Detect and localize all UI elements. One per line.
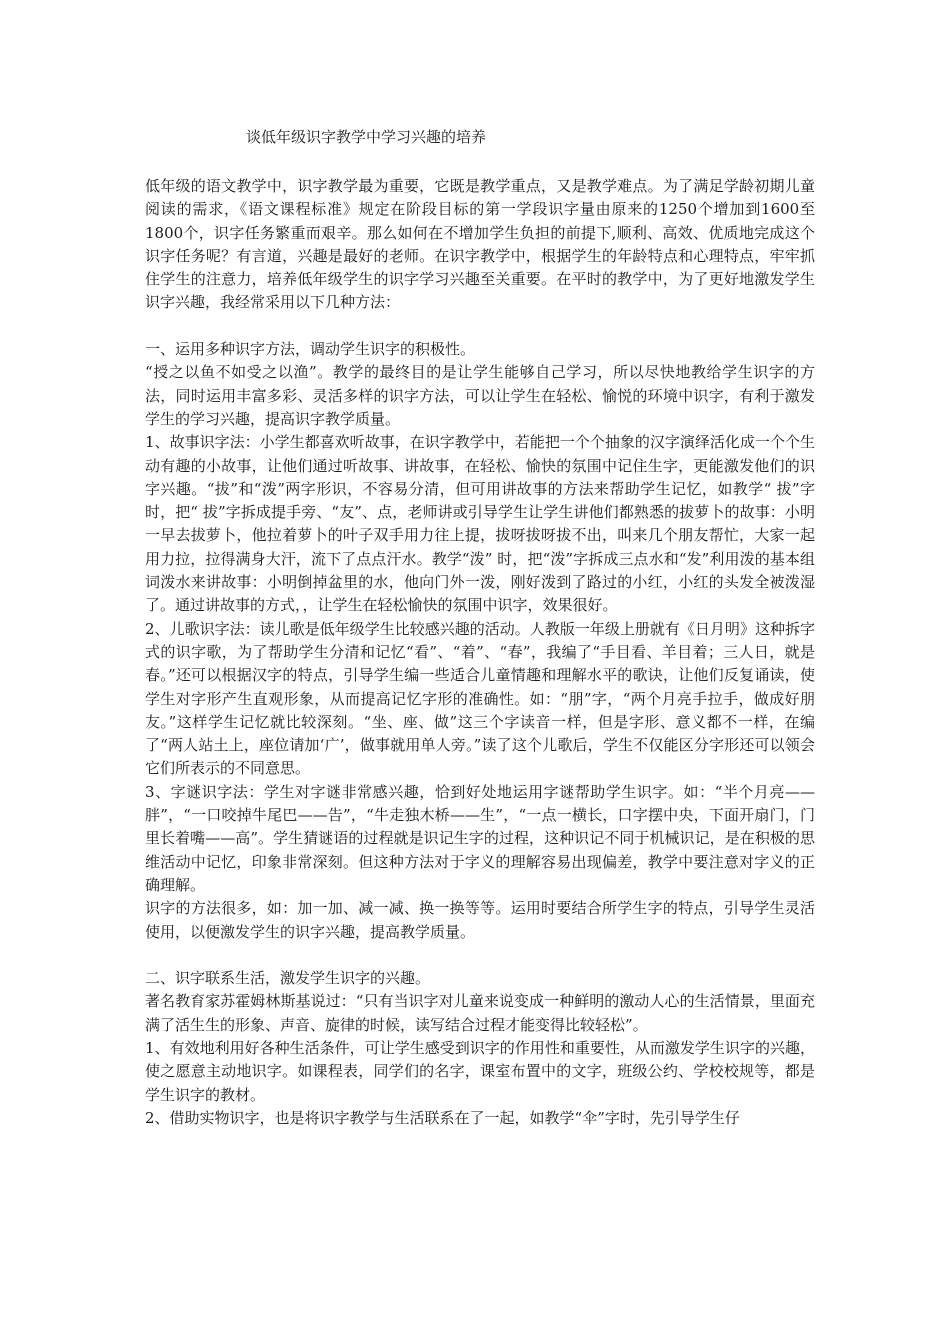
section2-heading: 二、识字联系生活，激发学生识字的兴趣。 <box>145 969 431 988</box>
section2-lead: 著名教育家苏霍姆林斯基说过：“只有当识字对儿童来说变成一种鲜明的激动人心的生活情景，里面充满了活生生的形象、声音、旋律的时候，读写结合过程才能变得比较轻松”。 <box>145 992 815 1034</box>
section1-heading: 一、运用多种识字方法，调动学生识字的积极性。 <box>145 340 476 359</box>
paragraph-gap <box>145 944 815 967</box>
section1-lead: “授之以鱼不如受之以渔”。教学的最终目的是让学生能够自己学习，所以尽快地教给学生识字的方法，同时运用丰富多彩、灵活多样的识字方法，可以让学生在轻松、愉悦的环境中识字，有利于激发学生的学习兴趣，提高识字教学质量。 <box>145 363 815 428</box>
section2-life-conditions: 1、有效地利用好各种生活条件，可让学生感受到识字的作用性和重要性，从而激发学生识字的兴趣，使之愿意主动地识字。如课程表，同学们的名字，课室布置中的文字，班级公约、学校校规等，都是学生识字的教材。 <box>145 1038 815 1104</box>
intro-paragraph: 低年级的语文教学中，识字教学最为重要，它既是教学重点，又是教学难点。为了满足学龄初期儿童阅读的需求，《语文课程标准》规定在阶段目标的第一学段识字量由原来的1250个增加到1600至1800个，识字任务繁重而艰辛。那么如何在不增加学生负担的前提下,顺利、高效、优质地完成这个识字任务呢？有言道，兴趣是最好的老师。在识字教学中，根据学生的年龄特点和心理特点，牢牢抓住学生的注意力，培养低年级学生的识字学习兴趣至关重要。在平时的教学中，为了更好地激发学生识字兴趣，我经常采用以下几种方法： <box>145 177 815 312</box>
document-title: 谈低年级识字教学中学习兴趣的培养 <box>246 128 487 146</box>
section2-object-literacy: 2、借助实物识字，也是将识字教学与生活联系在了一起，如教学“伞”字时，先引导学生仔 <box>145 1108 740 1127</box>
paragraph-gap <box>145 315 815 338</box>
section1-summary: 识字的方法很多，如：加一加、减一减、换一换等等。运用时要结合所学生字的特点，引导学生灵活使用，以便激发学生的识字兴趣，提高教学质量。 <box>145 899 815 941</box>
section1-story-method: 1、故事识字法：小学生都喜欢听故事，在识字教学中，若能把一个个抽象的汉字演绎活化成一个个生动有趣的小故事，让他们通过听故事、讲故事，在轻松、愉快的氛围中记住生字，更能激发他们的识字兴趣。“拔”和“泼”两字形识，不容易分清，但可用讲故事的方法来帮助学生记忆，如教学“ 拔”字时，把“ 拔”字拆成提手旁、“友”、点，老师讲或引导学生让学生讲他们都熟悉的拔萝卜的故事：小明一早去拔萝卜，他拉着萝卜的叶子双手用力往上提，拔呀拔呀拔不出，叫来几个朋友帮忙，大家一起用力拉，拉得满身大汗，流下了点点汗水。教学“泼” 时，把“泼”字拆成三点水和“发”利用泼的基本组词泼水来讲故事：小明倒掉盆里的水，他向门外一泼，刚好泼到了路过的小红，小红的头发全被泼湿了。通过讲故事的方式，，让学生在轻松愉快的氛围中识字，效果很好。 <box>145 433 815 615</box>
section1-rhyme-method: 2、儿歌识字法：读儿歌是低年级学生比较感兴趣的活动。人教版一年级上册就有《日月明》这种拆字式的识字歌，为了帮助学生分清和记忆“看”、“着”、“春”，我编了“手目看、羊目着；三人日，就是春。”还可以根据汉字的特点，引导学生编一些适合儿童情趣和理解水平的歌诀，让他们反复诵读，使学生对字形产生直观形象，从而提高记忆字形的准确性。如：“朋”字，“两个月亮手拉手，做成好朋友。”这样学生记忆就比较深刻。“坐、座、做”这三个字读音一样，但是字形、意义都不一样，在编了“两人站土上，座位请加‘广’，做事就用单人旁。”读了这个儿歌后，学生不仅能区分字形还可以领会它们所表示的不同意思。 <box>145 619 815 778</box>
document-body <box>145 175 815 1130</box>
section1-riddle-method: 3、字谜识字法：学生对字谜非常感兴趣，恰到好处地运用字谜帮助学生识字。如：“半个月亮——胖”，“一口咬掉牛尾巴——告”，“牛走独木桥——生”，“一点一横长，口字摆中央，下面开扇门，门里长着嘴——高”。学生猜谜语的过程就是识记生字的过程，这种识记不同于机械识记，是在积极的思维活动中记忆，印象非常深刻。但这种方法对于字义的理解容易出现偏差，教学中要注意对字义的正确理解。 <box>145 782 815 894</box>
